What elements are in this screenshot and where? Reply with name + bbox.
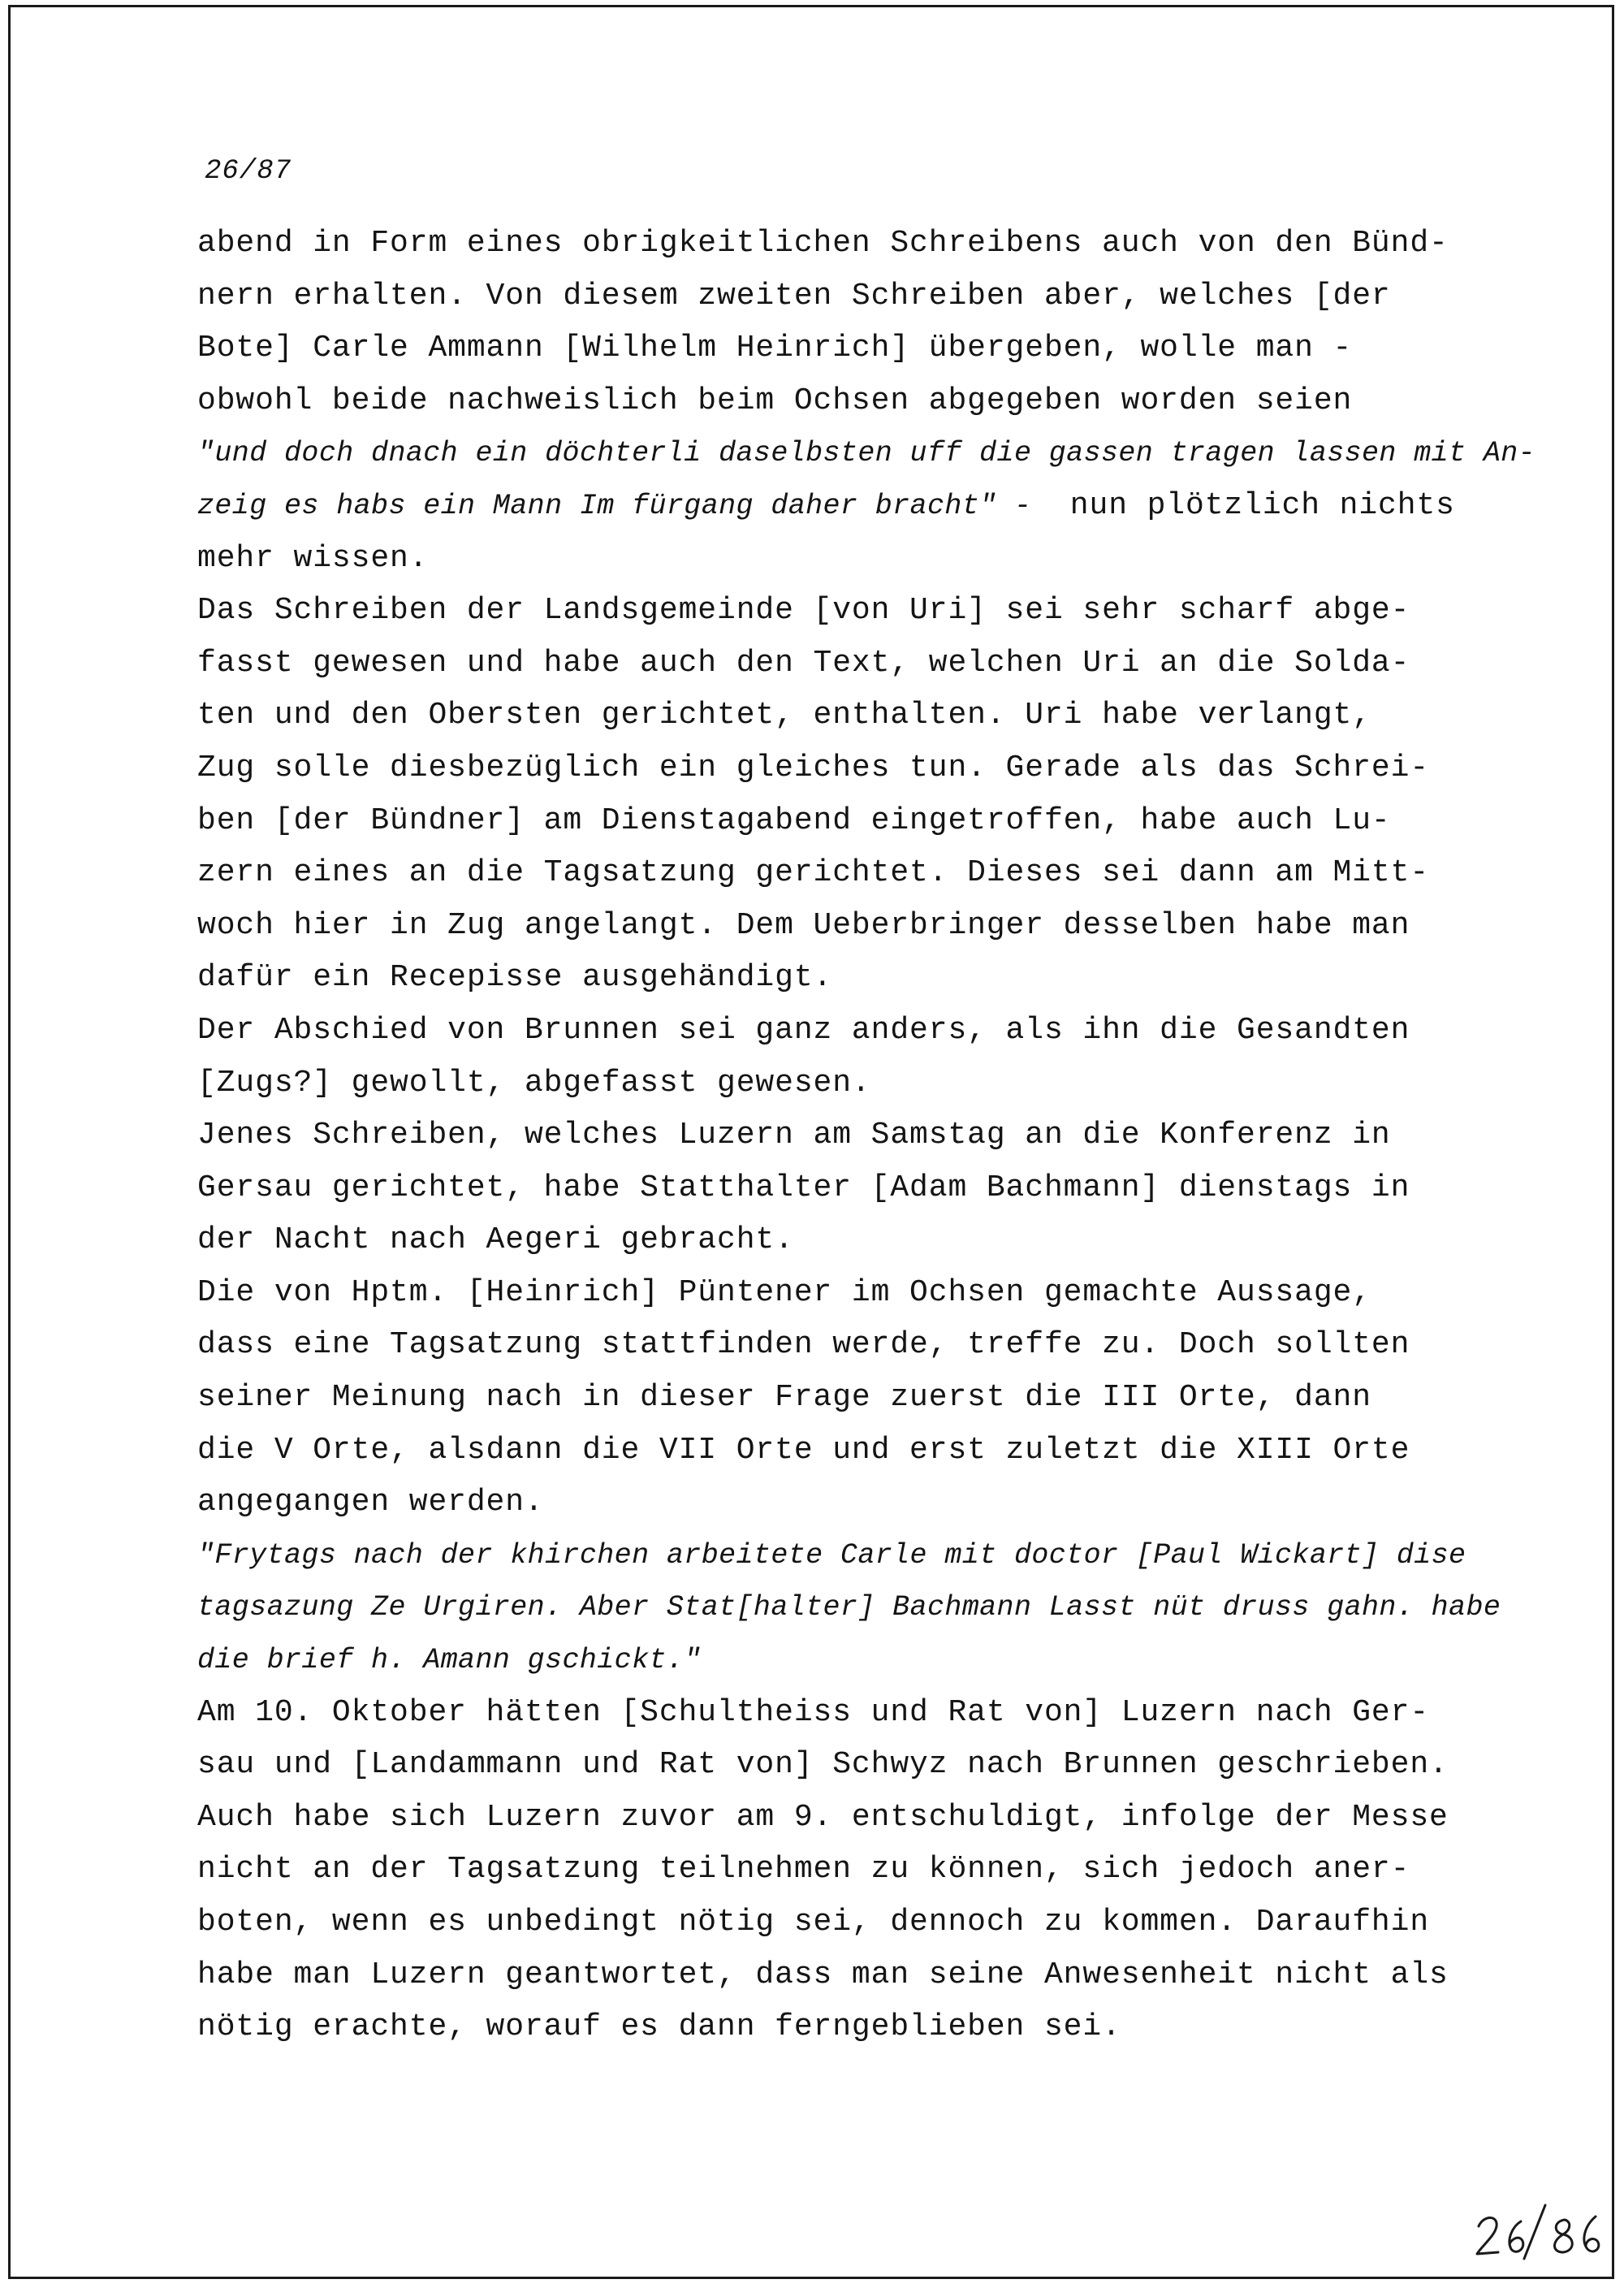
text-line: Am 10. Oktober hätten [Schultheiss und Rat von] Luzern nach Ger- [197,1694,1430,1730]
text-line: nern erhalten. Von diesem zweiten Schreiben aber, welches [der [197,278,1391,314]
text-line: seiner Meinung nach in dieser Frage zuerst die III Orte, dann [197,1380,1371,1416]
text-line: sau und [Landammann und Rat von] Schwyz nach Brunnen geschrieben. [197,1747,1449,1783]
text-line: obwohl beide nachweislich beim Ochsen abgegeben worden seien [197,383,1353,418]
text-line: Jenes Schreiben, welches Luzern am Samstag an die Konferenz in [197,1118,1391,1153]
text-line: Auch habe sich Luzern zuvor am 9. entschuldigt, infolge der Messe [197,1799,1449,1835]
text-line: zern eines an die Tagsatzung gerichtet. Dieses sei dann am Mitt- [197,855,1430,891]
text-line: Der Abschied von Brunnen sei ganz anders, als ihn die Gesandten [197,1012,1410,1048]
text-line: Gersau gerichtet, habe Statthalter [Adam Bachmann] dienstags in [197,1170,1410,1205]
text-line: ben [der Bündner] am Dienstagabend eingetroffen, habe auch Lu- [197,802,1391,838]
text-line: boten, wenn es unbedingt nötig sei, dennoch zu kommen. Daraufhin [197,1905,1430,1940]
quote-line: die brief h. Amann gschickt." [197,1644,702,1677]
quote-fragment: zeig es habs ein Mann Im fürgang daher bracht" - [197,489,1032,522]
text-line: woch hier in Zug angelangt. Dem Ueberbringer desselben habe man [197,907,1410,943]
quote-line: "Frytags nach der khirchen arbeitete Carle mit doctor [Paul Wickart] dise [197,1538,1466,1572]
text-line: die V Orte, alsdann die VII Orte und erst zuletzt die XIII Orte [197,1432,1410,1468]
text-line: Das Schreiben der Landsgemeinde [von Uri] sei sehr scharf abge- [197,593,1410,629]
text-line: Bote] Carle Ammann [Wilhelm Heinrich] übergeben, wolle man - [197,331,1353,366]
body-text [197,218,1536,2054]
text-line: nötig erachte, worauf es dann ferngeblieben sei. [197,2009,1121,2045]
text-line: dafür ein Recepisse ausgehändigt. [197,960,833,996]
page-number: 26/87 [205,156,292,187]
text-line: habe man Luzern geantwortet, dass man seine Anwesenheit nicht als [197,1957,1449,1992]
text-line: angegangen werden. [197,1485,544,1520]
text-line: [Zugs?] gewollt, abgefasst gewesen. [197,1065,871,1101]
quote-line: "und doch dnach ein döchterli daselbsten uff die gassen tragen lassen mit An- [197,437,1536,470]
text-line: ten und den Obersten gerichtet, enthalten. Uri habe verlangt, [197,698,1371,733]
text-fragment: nun plötzlich nichts [1031,487,1455,523]
text-line: mehr wissen. [197,540,429,576]
text-line: Zug solle diesbezüglich ein gleiches tun. Gerade als das Schrei- [197,750,1430,785]
quote-line: tagsazung Ze Urgiren. Aber Stat[halter] Bachmann Lasst nüt druss gahn. habe [197,1591,1501,1624]
handwritten-page-number [1474,2197,1604,2262]
text-line: abend in Form eines obrigkeitlichen Schreibens auch von den Bünd- [197,226,1449,261]
text-line: der Nacht nach Aegeri gebracht. [197,1222,794,1258]
text-line: Die von Hptm. [Heinrich] Püntener im Ochsen gemachte Aussage, [197,1274,1371,1310]
text-line: nicht an der Tagsatzung teilnehmen zu können, sich jedoch aner- [197,1852,1410,1888]
text-line: dass eine Tagsatzung stattfinden werde, treffe zu. Doch sollten [197,1327,1410,1363]
text-line: fasst gewesen und habe auch den Text, welchen Uri an die Solda- [197,645,1410,681]
mixed-line [197,480,1497,533]
